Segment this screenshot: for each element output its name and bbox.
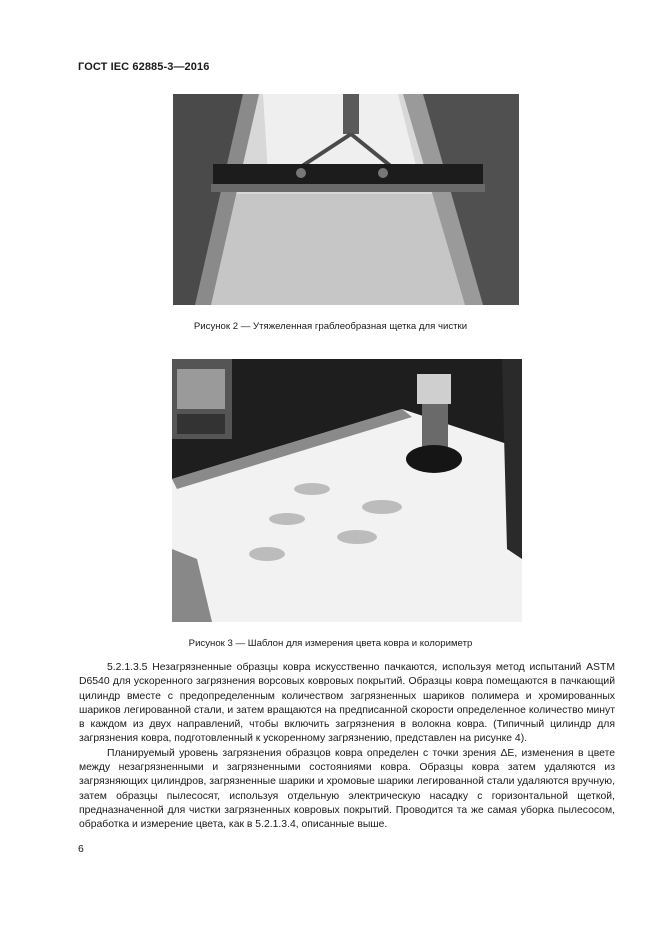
- figure-3-caption: Рисунок 3 — Шаблон для измерения цвета ковра и колориметр: [188, 638, 473, 649]
- page-number: 6: [78, 843, 84, 855]
- paragraph-soiling-level: Планируемый уровень загрязнения образцов ковра определен с точки зрения ΔE, изменения в цвете между незагрязненными и загрязненными состояниями ковра. Образцы ковра затем удаляются из загрязняющих цилиндров, загрязненные шарики и хромовые шарики легированной стали удаляются вручную, затем образцы пылесосят, используя отдельную электрическую насадку с горизонтальной щеткой, предназначенной для чистки загрязненных ковровых покрытий. Проводится та же самая уборка пылесосом, обработка и измерение цвета, как в 5.2.1.3.4, описанные выше.: [79, 747, 615, 831]
- paragraph-5-2-1-3-5: 5.2.1.3.5 Незагрязненные образцы ковра искусственно пачкаются, используя метод испытаний ASTM D6540 для ускоренного загрязнения ворсовых ковровых покрытий. Образцы ковра помещаются в пачкающий цилиндр вместе с предопределенным количеством загрязненных шариков полимера и хромированных шариков легированной стали, и затем вращаются на предписанной скорости определенное количество минут в каждом из двух направлений, чтобы включить загрязнения в волокна ковра. (Типичный цилиндр для загрязнения ковра, подготовленный к ускоренному загрязнению, представлен на рисунке 4).: [79, 662, 615, 745]
- body-text: [79, 661, 615, 833]
- figure-colorimeter-photo: [172, 359, 522, 622]
- figure-rake-brush-photo: [173, 94, 519, 305]
- document-header: ГОСТ IEC 62885-3—2016: [78, 61, 210, 73]
- figure-2-caption: Рисунок 2 — Утяжеленная граблеобразная щетка для чистки: [193, 321, 468, 332]
